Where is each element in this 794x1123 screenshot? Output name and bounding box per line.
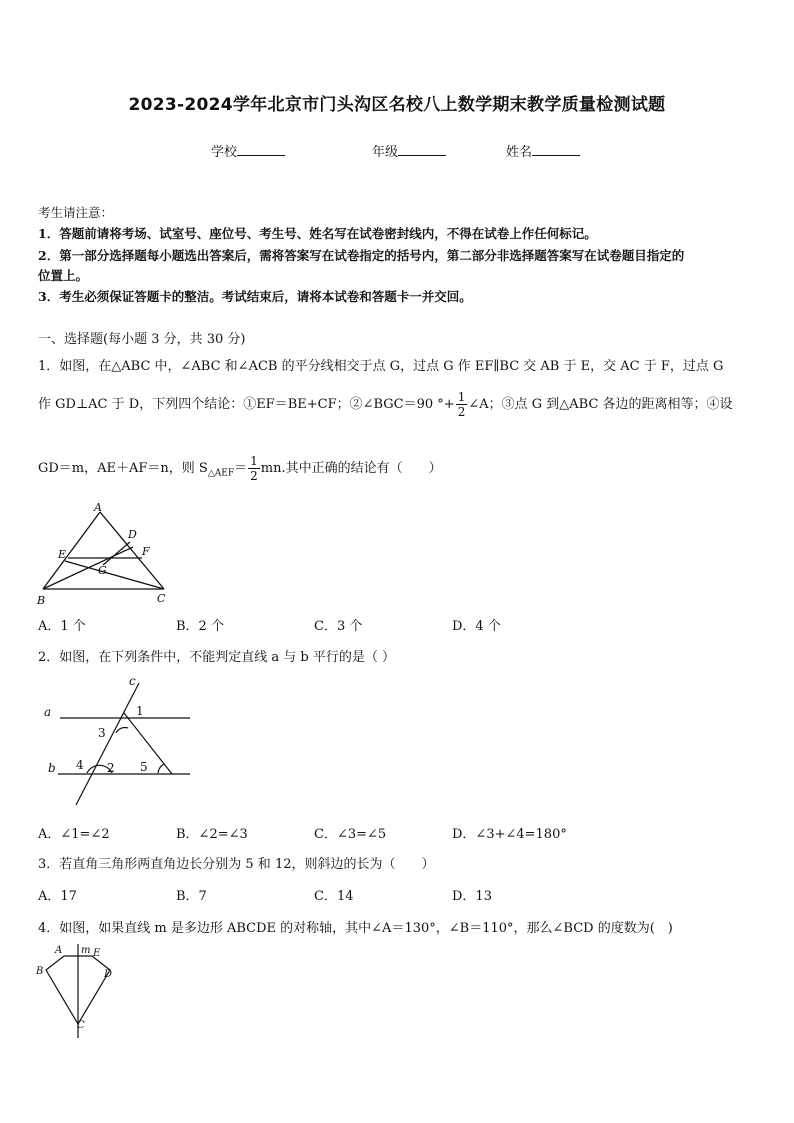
q4-pentagon-figure [34,940,124,1044]
q1-option-a: A．1 个 [38,619,86,634]
frac-numerator: 1 [250,454,258,468]
label-d: D [128,528,137,541]
q1-line3-a: GD＝m，AE＋AF＝n，则 S [38,461,208,476]
segment-ab [43,512,100,589]
notice-item-3: 3．考生必须保证答题卡的整洁。考试结束后，请将本试卷和答题卡一并交回。 [38,289,472,304]
angle-3-arc [116,728,128,733]
frac-denominator: 2 [250,469,258,483]
q2-option-d: D．∠3+∠4=180° [452,827,567,842]
line-c [76,683,139,805]
q2-option-b: B．∠2=∠3 [176,827,248,842]
school-label: 学校 [211,145,238,160]
q2-parallel-lines-figure [40,673,200,808]
q1-fraction-half-2 [248,454,260,483]
label-f: F [142,545,150,558]
label-c: C [157,592,166,605]
q1-line2 [38,390,733,419]
grade-label: 年级 [372,145,399,160]
section-heading: 一、选择题(每小题 3 分，共 30 分) [38,332,246,347]
notice-heading: 考生请注意： [38,205,114,220]
q1-line1: 1．如图，在△ABC 中，∠ABC 和∠ACB 的平分线相交于点 G，过点 G 作 EF∥BC 交 AB 于 E，交 AC 于 F，过点 G [38,359,724,374]
frac-denominator: 2 [457,405,466,419]
label-line-b: b [48,761,56,775]
label-line-c: c [129,674,136,688]
q3-text: 3．若直角三角形两直角边长分别为 5 和 12，则斜边的长为（ ） [38,857,435,872]
q3-option-d: D．13 [452,889,492,904]
label-angle-3: 3 [98,726,106,740]
q1-option-d: D．4 个 [452,619,501,634]
q1-option-b: B．2 个 [176,619,224,634]
page-title: 2023-2024学年北京市门头沟区名校八上数学期末教学质量检测试题 [128,95,666,115]
q1-line3-eq: ＝ [234,461,248,476]
notice-item-2: 2．第一部分选择题每小题选出答案后，需将答案写在试卷指定的括号内，第二部分非选择题答案写在试卷题目指定的 [38,248,685,263]
label-a: A [94,501,102,514]
q2-option-c: C．∠3=∠5 [314,827,387,842]
label-angle-4: 4 [76,758,84,772]
q2-text: 2．如图，在下列条件中，不能判定直线 a 与 b 平行的是（ ） [38,650,396,665]
segment-ac [100,512,164,589]
label-b: B [36,966,44,977]
label-a: A [55,945,63,956]
notice-item-1: 1．答题前请将考场、试室号、座位号、考生号、姓名写在试卷密封线内，不得在试卷上作任何标记。 [38,226,597,241]
q2-option-a: A．∠1=∠2 [38,827,110,842]
bisector-c [65,561,164,589]
label-d: D [104,969,113,980]
q1-option-c: C．3 个 [314,619,363,634]
label-angle-2: 2 [107,761,115,775]
label-m: m [81,945,91,956]
label-e: E [93,948,101,959]
segment-gd [103,542,130,565]
label-g: G [98,564,107,577]
name-field [506,141,580,160]
q1-triangle-figure [30,500,180,610]
label-line-a: a [44,705,52,719]
label-c: C [77,1020,85,1031]
name-blank [532,143,580,156]
transversal-2 [124,713,172,774]
q4-text: 4．如图，如果直线 m 是多边形 ABCDE 的对称轴，其中∠A＝130°，∠B＝110°，那么∠BCD 的度数为( ) [38,921,673,936]
angle-5-arc [158,764,164,773]
q1-line3 [38,454,442,483]
grade-field [372,141,446,160]
q1-line2-a: 作 GD⊥AC 于 D，下列四个结论：①EF＝BE+CF；②∠BGC＝90 °+ [38,397,455,412]
name-label: 姓名 [506,145,533,160]
q3-option-a: A．17 [38,889,77,904]
q1-fraction-half [456,390,468,419]
label-b: B [37,594,46,607]
q3-option-c: C．14 [314,889,354,904]
q1-line2-b: ∠A；③点 G 到△ABC 各边的距离相等；④设 [468,397,733,412]
q3-option-b: B．7 [176,889,207,904]
notice-item-2-cont: 位置上。 [38,268,89,283]
school-field [211,141,285,160]
grade-blank [398,143,446,156]
label-angle-5: 5 [140,760,148,774]
frac-numerator: 1 [457,390,466,404]
q1-line3-c: mn.其中正确的结论有（ ） [260,461,442,476]
label-angle-1: 1 [136,704,144,718]
q1-line3-sub: △AEF [207,468,235,479]
label-e: E [58,548,67,561]
school-blank [237,143,285,156]
